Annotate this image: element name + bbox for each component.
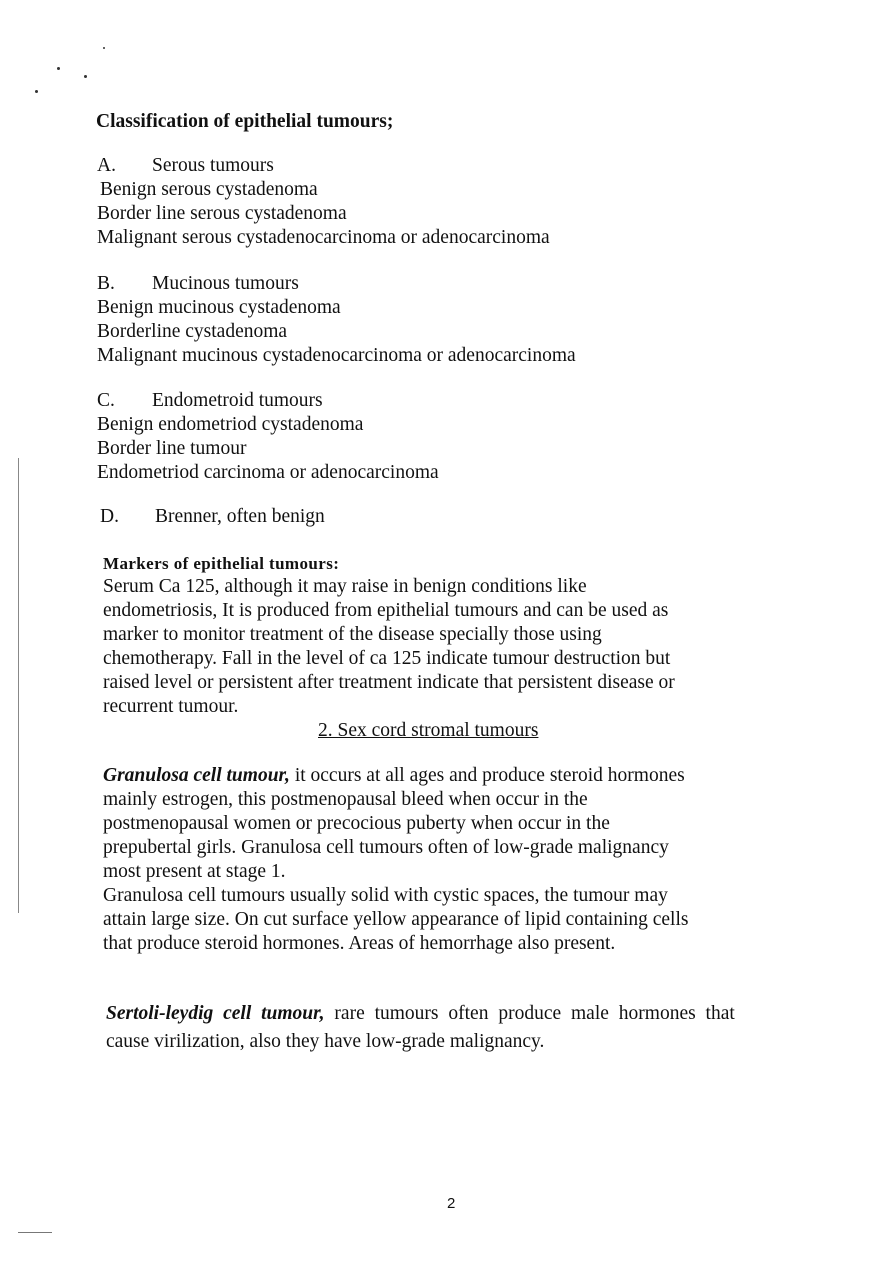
group-item: Benign endometriod cystadenoma — [97, 414, 364, 435]
group-item: Border line serous cystadenoma — [97, 203, 347, 224]
group-a — [97, 154, 550, 250]
markers-line: chemotherapy. Fall in the level of ca 125 indicate tumour destruction but — [103, 648, 671, 669]
granulosa-line: postmenopausal women or precocious puberty when occur in the — [103, 813, 610, 834]
scan-speck — [35, 90, 38, 93]
granulosa-paragraph — [103, 764, 803, 956]
granulosa-term: Granulosa cell tumour, — [103, 765, 290, 786]
granulosa-line: attain large size. On cut surface yellow appearance of lipid containing cells — [103, 909, 689, 930]
group-label: B. — [97, 273, 115, 294]
markers-line: raised level or persistent after treatment indicate that persistent disease or — [103, 672, 675, 693]
sertoli-paragraph — [106, 1000, 806, 1056]
markers-line: Serum Ca 125, although it may raise in benign conditions like — [103, 576, 587, 597]
group-item: Benign serous cystadenoma — [100, 179, 318, 200]
scan-speck — [103, 47, 105, 49]
group-label: A. — [97, 155, 116, 176]
granulosa-line: Granulosa cell tumours usually solid with cystic spaces, the tumour may — [103, 885, 668, 906]
bottom-rule — [18, 1232, 52, 1233]
markers-line: marker to monitor treatment of the disease specially those using — [103, 624, 602, 645]
granulosa-line-rest: it occurs at all ages and produce steroid hormones — [289, 765, 685, 786]
group-c — [97, 389, 439, 485]
markers-heading: Markers of epithelial tumours: — [103, 554, 340, 573]
group-label: C. — [97, 390, 115, 411]
group-b — [97, 272, 576, 368]
group-item: Endometriod carcinoma or adenocarcinoma — [97, 462, 439, 483]
group-title — [97, 272, 576, 296]
sertoli-term: Sertoli-leydig cell tumour, — [106, 1003, 325, 1024]
group-title-text: Serous tumours — [152, 155, 274, 176]
granulosa-line: that produce steroid hormones. Areas of hemorrhage also present. — [103, 933, 616, 954]
group-title — [100, 505, 325, 529]
granulosa-line: prepubertal girls. Granulosa cell tumours often of low-grade malignancy — [103, 837, 669, 858]
group-item: Benign mucinous cystadenoma — [97, 297, 341, 318]
group-title-text: Endometroid tumours — [152, 390, 323, 411]
granulosa-line: most present at stage 1. — [103, 861, 286, 882]
sertoli-line-rest: rare tumours often produce male hormones that — [324, 1003, 735, 1024]
group-label: D. — [100, 506, 119, 527]
markers-line: endometriosis, It is produced from epithelial tumours and can be used as — [103, 600, 669, 621]
granulosa-line — [103, 764, 803, 788]
group-d — [100, 505, 325, 529]
group-title — [97, 154, 550, 178]
sertoli-line — [106, 1000, 806, 1028]
group-item: Malignant mucinous cystadenocarcinoma or adenocarcinoma — [97, 345, 576, 366]
group-title — [97, 389, 439, 413]
scan-speck — [84, 75, 87, 78]
markers-body — [103, 575, 803, 719]
margin-rule — [18, 458, 19, 913]
group-title-text: Mucinous tumours — [152, 273, 299, 294]
section-title: 2. Sex cord stromal tumours — [318, 720, 539, 741]
markers-line: recurrent tumour. — [103, 696, 239, 717]
granulosa-line: mainly estrogen, this postmenopausal bleed when occur in the — [103, 789, 588, 810]
page-heading: Classification of epithelial tumours; — [96, 111, 394, 132]
scan-speck — [57, 67, 60, 70]
group-item: Border line tumour — [97, 438, 247, 459]
group-item: Borderline cystadenoma — [97, 321, 288, 342]
sertoli-line: cause virilization, also they have low-grade malignancy. — [106, 1031, 545, 1052]
group-title-text: Brenner, often benign — [155, 506, 325, 527]
group-item: Malignant serous cystadenocarcinoma or adenocarcinoma — [97, 227, 550, 248]
page-number: 2 — [447, 1195, 456, 1212]
